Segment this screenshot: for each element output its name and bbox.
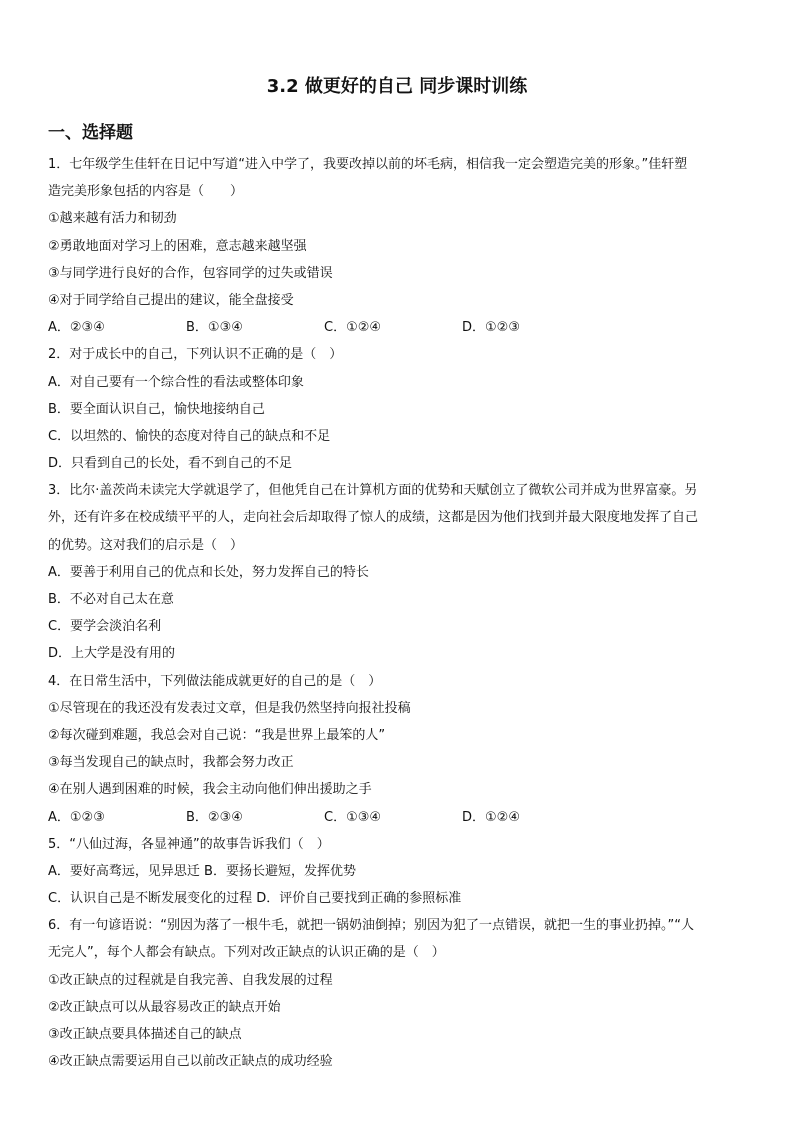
q1-options — [48, 314, 748, 341]
q6-item-1: ①改正缺点的过程就是自我完善、自我发展的过程 — [48, 972, 333, 988]
q3-stem-line-3: 的优势。这对我们的启示是（ ） — [48, 537, 244, 553]
q5-options-line-2: C．认识自己是不断发展变化的过程 D．评价自己要找到正确的参照标准 — [48, 891, 462, 907]
q1-stem-line-1: 1．七年级学生佳轩在日记中写道“进入中学了，我要改掉以前的坏毛病，相信我一定会塑造完美的形象。”佳轩塑 — [48, 157, 688, 172]
q4-options — [48, 804, 748, 831]
q1-option-a: A．②③④ — [48, 320, 105, 336]
q2-option-a: A．对自己要有一个综合性的看法或整体印象 — [48, 374, 304, 390]
q1-item-3: ③与同学进行良好的合作，包容同学的过失或错误 — [48, 265, 333, 281]
q2-option-d: D．只看到自己的长处，看不到自己的不足 — [48, 456, 293, 472]
q3-option-b: B．不必对自己太在意 — [48, 592, 174, 607]
q4-option-d: D．①②④ — [462, 809, 520, 825]
q2-stem: 2．对于成长中的自己，下列认识不正确的是（ ） — [48, 347, 343, 363]
q4-item-4: ④在别人遇到困难的时候，我会主动向他们伸出援助之手 — [48, 782, 372, 798]
q1-item-1: ①越来越有活力和韧劲 — [48, 211, 177, 227]
page-title: 3.2 做更好的自己 同步课时训练 — [266, 76, 528, 97]
q2-option-b: B．要全面认识自己，愉快地接纳自己 — [48, 401, 265, 417]
q4-item-1: ①尽管现在的我还没有发表过文章，但是我仍然坚持向报社投稿 — [48, 700, 411, 716]
q3-option-c: C．要学会淡泊名利 — [48, 619, 162, 635]
q4-option-b: B．②③④ — [186, 809, 243, 825]
q4-option-a: A．①②③ — [48, 809, 105, 825]
q1-option-c: C．①②④ — [324, 320, 382, 336]
q4-stem: 4．在日常生活中，下列做法能成就更好的自己的是（ ） — [48, 673, 382, 689]
q5-stem: 5．“八仙过海，各显神通”的故事告诉我们（ ） — [48, 836, 330, 852]
q1-option-b: B．①③④ — [186, 320, 243, 336]
q3-stem-line-1: 3．比尔·盖茨尚未读完大学就退学了，但他凭自己在计算机方面的优势和天赋创立了微软公司并成为世界富豪。另 — [48, 483, 698, 499]
q6-item-3: ③改正缺点要具体描述自己的缺点 — [48, 1027, 242, 1042]
q6-stem-line-2: 无完人”，每个人都会有缺点。下列对改正缺点的认识正确的是（ ） — [48, 945, 445, 961]
q4-option-c: C．①③④ — [324, 809, 382, 825]
q1-stem-line-2: 造完美形象包括的内容是（ ） — [48, 184, 244, 200]
section-heading: 一、选择题 — [48, 123, 133, 143]
question-list — [48, 151, 748, 1075]
q4-item-3: ③每当发现自己的缺点时，我都会努力改正 — [48, 755, 294, 771]
q6-stem-line-1: 6．有一句谚语说：“别因为落了一根牛毛，就把一锅奶油倒掉；别因为犯了一点错误，就把一生的事业扔掉。”“人 — [48, 918, 694, 934]
q1-item-4: ④对于同学给自己提出的建议，能全盘接受 — [48, 292, 294, 308]
q6-item-4: ④改正缺点需要运用自己以前改正缺点的成功经验 — [48, 1054, 333, 1070]
q6-item-2: ②改正缺点可以从最容易改正的缺点开始 — [48, 999, 281, 1015]
q3-stem-line-2: 外，还有许多在校成绩平平的人，走向社会后却取得了惊人的成绩，这都是因为他们找到并最大限度地发挥了自己 — [48, 510, 699, 526]
q1-option-d: D．①②③ — [462, 320, 520, 336]
q5-options-line-1: A．要好高骛远，见异思迁 B．要扬长避短，发挥优势 — [48, 863, 356, 879]
q3-option-d: D．上大学是没有用的 — [48, 646, 176, 662]
q1-item-2: ②勇敢地面对学习上的困难，意志越来越坚强 — [48, 238, 307, 254]
q2-option-c: C．以坦然的、愉快的态度对待自己的缺点和不足 — [48, 428, 331, 444]
q3-option-a: A．要善于利用自己的优点和长处，努力发挥自己的特长 — [48, 564, 369, 580]
q4-item-2: ②每次碰到难题，我总会对自己说：“我是世界上最笨的人” — [48, 727, 386, 743]
